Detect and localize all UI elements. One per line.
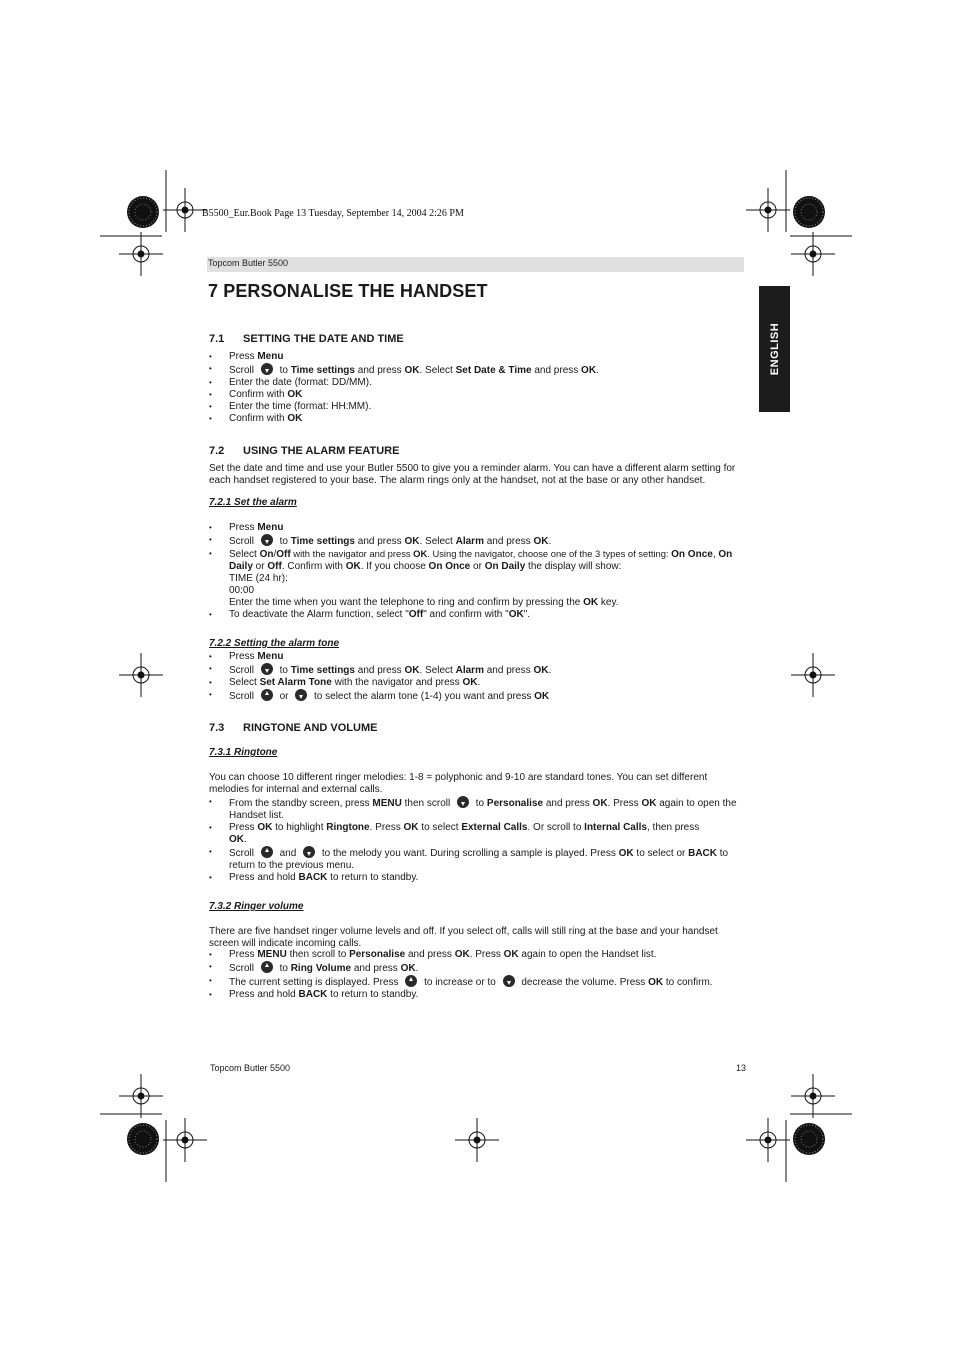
- list-item: • Scroll to Time settings and press OK. Select Alarm and press OK.: [209, 663, 744, 677]
- navigator-up-icon: [405, 975, 417, 987]
- navigator-up-icon: [261, 689, 273, 701]
- list-item: • Scroll and to the melody you want. During scrolling a sample is played. Press OK to select or BACK to return to the previous menu.: [209, 846, 744, 872]
- list-item: • To deactivate the Alarm function, select "Off" and confirm with "OK".: [209, 609, 744, 621]
- navigator-down-icon: [295, 689, 307, 701]
- running-header-text: Topcom Butler 5500: [208, 258, 289, 268]
- list-item: • Select Set Alarm Tone with the navigator and press OK.: [209, 677, 744, 689]
- list-item: • Press and hold BACK to return to standby.: [209, 989, 744, 1001]
- paragraph-7-3-1-intro: You can choose 10 different ringer melodies: 1-8 = polyphonic and 9-10 are standard tones. You can set different melodies for internal and external calls.: [209, 772, 708, 795]
- navigator-down-icon: [261, 363, 273, 375]
- section-heading-7-3: 7.3 RINGTONE AND VOLUME: [209, 722, 378, 734]
- navigator-down-icon: [457, 796, 469, 808]
- navigator-down-icon: [261, 534, 273, 546]
- list-7-2-1: [209, 522, 744, 621]
- list-item: • Press Menu: [209, 522, 744, 534]
- page-number: 13: [736, 1063, 747, 1073]
- list-item: • Press Menu: [209, 651, 744, 663]
- list-7-3-1: [209, 796, 744, 884]
- subsection-heading-7-3-1: 7.3.1 Ringtone: [209, 747, 278, 758]
- list-item: • Enter the date (format: DD/MM).: [209, 377, 744, 389]
- navigator-up-icon: [261, 846, 273, 858]
- paragraph-7-2-intro: Set the date and time and use your Butler 5500 to give you a reminder alarm. You can have a different alarm setting for each handset registered to your base. The alarm rings only at the handset, not at the base or any other handset.: [209, 463, 736, 486]
- list-7-1: [209, 351, 744, 425]
- printer-slug-line: B5500_Eur.Book Page 13 Tuesday, September 14, 2004 2:26 PM: [202, 208, 464, 219]
- list-item: • Scroll to Time settings and press OK. Select Alarm and press OK.: [209, 534, 744, 548]
- list-item: • Enter the time (format: HH:MM).: [209, 401, 744, 413]
- subsection-heading-7-2-2: 7.2.2 Setting the alarm tone: [209, 638, 340, 649]
- navigator-up-icon: [261, 961, 273, 973]
- list-item: • Press OK to highlight Ringtone. Press OK to select External Calls. Or scroll to Internal Calls, then press OK.: [209, 822, 744, 846]
- section-heading-7-1: 7.1 SETTING THE DATE AND TIME: [209, 333, 404, 345]
- navigator-down-icon: [503, 975, 515, 987]
- list-item: • Scroll to Ring Volume and press OK.: [209, 961, 744, 975]
- chapter-title: 7 PERSONALISE THE HANDSET: [208, 281, 488, 301]
- language-tab-label: ENGLISH: [768, 322, 781, 376]
- list-item: • Confirm with OK: [209, 389, 744, 401]
- running-header: [207, 257, 744, 272]
- list-item: • Scroll to Time settings and press OK. Select Set Date & Time and press OK.: [209, 363, 744, 377]
- list-item: • Select On/Off with the navigator and press OK. Using the navigator, choose one of the 3 types of setting: On Once, On Daily or Off. Confirm with OK. If you choose On Once or On Daily the display will show: TIME (24 hr): 00:00 Enter the time when you want the telephone to ring and confirm by pressing the OK key.: [209, 548, 744, 609]
- navigator-down-icon: [303, 846, 315, 858]
- paragraph-7-3-2-intro: There are five handset ringer volume levels and off. If you select off, calls will still ring at the base and your handset screen will indicate incoming calls.: [209, 926, 718, 949]
- footer-product-name: Topcom Butler 5500: [210, 1063, 291, 1073]
- section-heading-7-2: 7.2 USING THE ALARM FEATURE: [209, 445, 400, 457]
- list-item: • Scroll or to select the alarm tone (1-4) you want and press OK: [209, 689, 744, 703]
- list-item: • Press Menu: [209, 351, 744, 363]
- language-tab: [759, 286, 790, 412]
- list-item: • Press and hold BACK to return to standby.: [209, 872, 744, 884]
- list-item: • The current setting is displayed. Press to increase or to decrease the volume. Press OK to confirm.: [209, 975, 744, 989]
- list-7-3-2: [209, 949, 744, 1001]
- list-7-2-2: [209, 651, 744, 703]
- list-item: • Press MENU then scroll to Personalise and press OK. Press OK again to open the Handset list.: [209, 949, 744, 961]
- navigator-down-icon: [261, 663, 273, 675]
- subsection-heading-7-2-1: 7.2.1 Set the alarm: [209, 497, 297, 508]
- subsection-heading-7-3-2: 7.3.2 Ringer volume: [209, 901, 304, 912]
- list-item: • Confirm with OK: [209, 413, 744, 425]
- list-item: • From the standby screen, press MENU then scroll to Personalise and press OK. Press OK again to open the Handset list.: [209, 796, 744, 822]
